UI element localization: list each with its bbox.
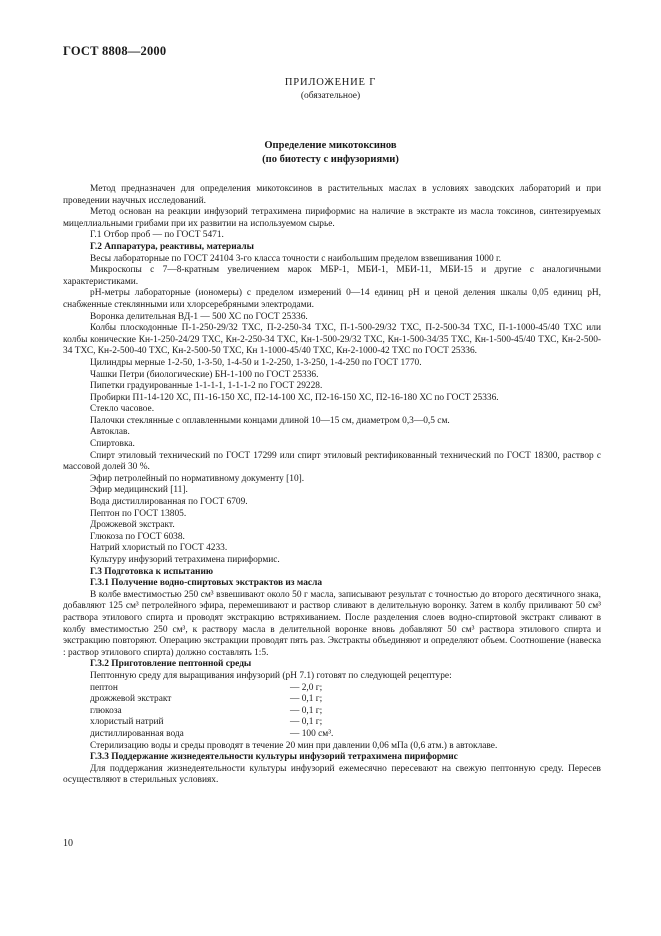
equipment-item: Палочки стеклянные с оплавленными концами длиной 10—15 см, диаметром 0,3—0,5 см. [90,415,450,426]
clause-g2-heading: Г.2 Аппаратура, реактивы, материалы [90,241,254,252]
recipe-list [63,683,601,741]
equipment-item: Эфир петролейный по нормативному документу [10]. [90,473,305,484]
recipe-amount: — 2,0 г; [290,682,323,693]
recipe-ingredient: пептон [90,682,118,693]
equipment-item: Весы лабораторные по ГОСТ 24104 3-го класса точности с наибольшим пределом взвешивания 1000 г. [90,253,502,264]
document-header: ГОСТ 8808—2000 [63,44,167,58]
document-body [63,184,601,787]
recipe-row [63,683,601,695]
appendix-title: ПРИЛОЖЕНИЕ Г [284,77,377,88]
clause-g33-text: Для поддержания жизнедеятельности культуры инфузорий ежемесячно пересевают на свежую пептонную среду. Пересев осуществляют в стерильных условиях. [63,763,601,786]
recipe-row [63,706,601,718]
equipment-item: Стекло часовое. [90,404,155,415]
equipment-item: Пептон по ГОСТ 13805. [90,508,187,519]
equipment-item: Эфир медицинский [11]. [90,485,188,496]
section-subtitle: (по биотесту с инфузориями) [262,154,399,165]
equipment-item: Спирт этиловый технический по ГОСТ 17299 или спирт этиловый ректификованный технический по ГОСТ 18300, раствор с массовой долей 30 %. [63,450,601,473]
equipment-item: Глюкоза по ГОСТ 6038. [90,531,185,542]
paragraph-purpose: Метод предназначен для определения микотоксинов в растительных маслах в условиях заводских лабораторий и при проведении научных исследований. [63,184,601,206]
equipment-item: Дрожжевой экстракт. [90,520,175,531]
equipment-item: Натрий хлористый по ГОСТ 4233. [90,543,228,554]
equipment-item: Пробирки П1-14-120 ХС, П1-16-150 ХС, П2-14-100 ХС, П2-16-150 ХС, П2-16-180 ХС по ГОСТ 25336. [90,392,499,403]
recipe-ingredient: дистиллированная вода [90,728,184,739]
equipment-item: рН-метры лабораторные (иономеры) с пределом измерений 0—14 единиц рН и ценой деления шкалы 0,05 единиц рН, снабженные стеклянными или хлорсеребряными электродами. [63,288,601,310]
clause-g33-heading: Г.3.3 Поддержание жизнедеятельности культуры инфузорий тетрахимена пириформис [90,752,458,763]
recipe-amount: — 0,1 г; [290,705,323,716]
recipe-amount: — 100 см³. [290,728,334,739]
equipment-item: Цилиндры мерные 1-2-50, 1-3-50, 1-4-50 и 1-2-250, 1-3-250, 1-4-250 по ГОСТ 1770. [90,357,422,368]
recipe-row [63,729,601,741]
recipe-ingredient: хлористый натрий [90,717,164,728]
equipment-item: Автоклав. [90,427,130,438]
page-number: 10 [63,838,73,849]
equipment-item: Вода дистиллированная по ГОСТ 6709. [90,497,248,508]
clause-g3-heading: Г.3 Подготовка к испытанию [90,566,214,577]
recipe-row [63,694,601,706]
equipment-item: Культуру инфузорий тетрахимена пириформис. [90,555,280,565]
equipment-item: Спиртовка. [90,439,135,450]
appendix-subtitle: (обязательное) [300,91,361,101]
equipment-item: Воронка делительная ВД-1 — 500 ХС по ГОСТ 25336. [90,311,308,322]
equipment-item: Микроскопы с 7—8-кратным увеличением марок МБР-1, МБИ-1, МБИ-11, МБИ-15 и другие с аналогичными характеристиками. [63,265,601,287]
clause-g1: Г.1 Отбор проб — по ГОСТ 5471. [90,230,224,241]
section-title: Определение микотоксинов [264,140,397,151]
clause-g32-text: Пептонную среду для выращивания инфузорий (рН 7.1) готовят по следующей рецептуре: [90,670,452,681]
recipe-row [63,717,601,729]
clause-g31-heading: Г.3.1 Получение водно-спиртовых экстрактов из масла [90,578,323,589]
equipment-item: Колбы плоскодонные П-1-250-29/32 ТХС, П-2-250-34 ТХС, П-1-500-29/32 ТХС, П-2-500-34 ТХС, П-1-1000-45/40 ТХС или колбы конические Кн-1-250-24/29 ТХС, Кн-2-250-34 ТХС, Кн-1-500-29/32 ТХС, Кн-1-500-34/35 ТХС, Кн-1-500-45/40 ТХС, Кн-2-500-34 ТХС, Кн-2-500-40 ТХС, Кн-2-500-50 ТХС, Кн 1-1000-45/40 ТХС, Кн-2-1000-42 ТХС по ГОСТ 25336. [63,323,601,357]
recipe-ingredient: глюкоза [90,705,122,716]
clause-g31-text: В колбе вместимостью 250 см³ взвешивают около 50 г масла, записывают результат с точностью до второго десятичного знака, добавляют 125 см³ петролейного эфира, перемешивают и раствор сливают в делительную воронку. Затем в колбу приливают 50 см³ раствора этилового спирта и проводят экстракцию встряхиванием. После разделения слоев водно-спиртовой экстракт сливают в колбу вместимостью 250 см³, к раствору масла в делительной воронке вновь добавляют 50 см³ раствора этилового спирта и экстракцию повторяют. Операцию экстракции проводят пять раз. Экстракты объединяют и определяют объем. Соотношение (навеска : раствор этилового спирта) должно составлять 1:5. [63,589,601,658]
recipe-amount: — 0,1 г; [290,694,323,705]
clause-g32-heading: Г.3.2 Приготовление пептонной среды [90,659,252,670]
paragraph-basis: Метод основан на реакции инфузорий тетрахимена пириформис на наличие в экстракте из масла токсинов, синтезируемых мицеллиальными грибами при их развитии на используемом сырье. [63,207,601,229]
sterilization-note: Стерилизацию воды и среды проводят в течение 20 мин при давлении 0,06 мПа (0,6 атм.) в автоклаве. [90,740,498,751]
equipment-item: Чашки Петри (биологические) БН-1-100 по ГОСТ 25336. [90,369,319,380]
recipe-ingredient: дрожжевой экстракт [90,694,172,705]
recipe-amount: — 0,1 г; [290,717,323,728]
equipment-item: Пипетки градуированные 1-1-1-1, 1-1-1-2 по ГОСТ 29228. [90,381,323,392]
